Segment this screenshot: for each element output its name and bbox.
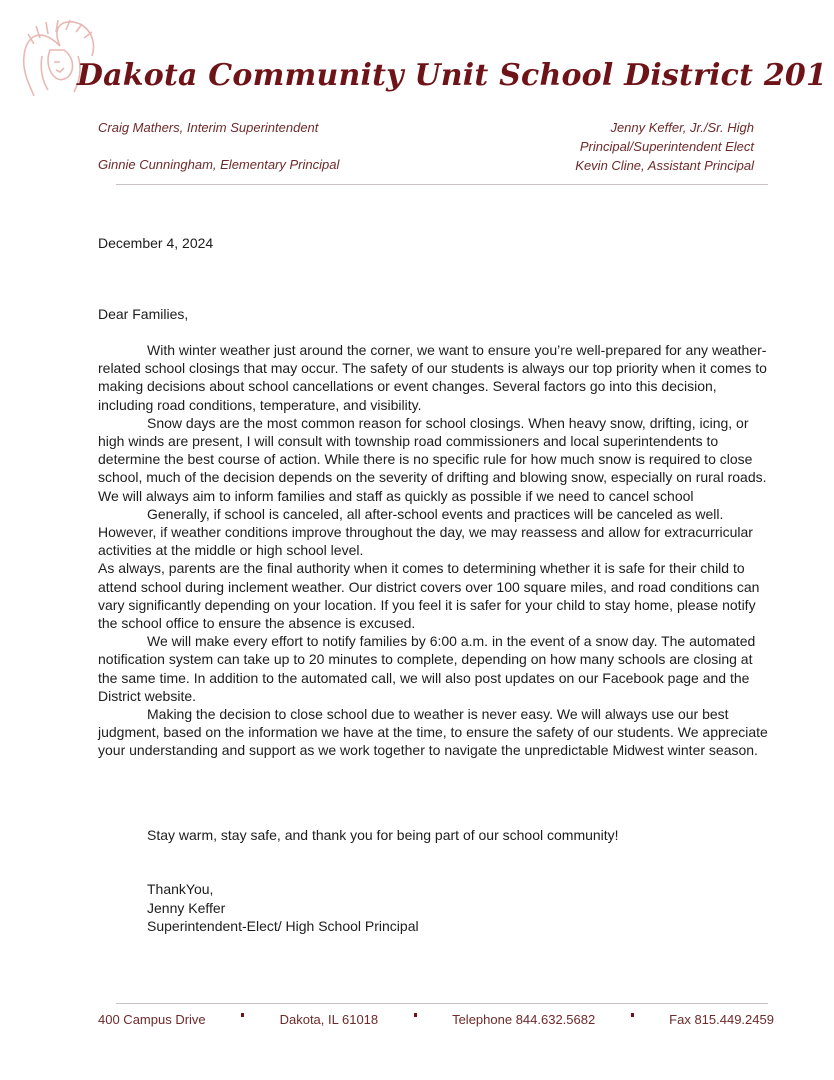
staff-assistant-principal: Kevin Cline, Assistant Principal [575,158,754,173]
paragraph-notification: We will make every effort to notify families by 6:00 a.m. in the event of a snow day. The automated notification system can take up to 20 minutes to complete, depending on how many schools are closing at the same time. In addition to the automated call, we will also post updates on our Facebook page and the District website. [98,633,756,704]
header-divider [116,184,768,185]
signature-block [147,880,823,936]
signer-title: Superintendent-Elect/ High School Principal [147,918,419,934]
signoff: ThankYou, [147,881,214,897]
footer-telephone: Telephone 844.632.5682 [452,1012,596,1027]
footer-city: Dakota, IL 61018 [279,1012,379,1027]
letter-body [98,341,774,760]
district-title: Dakota Community Unit School District 201 [76,58,828,93]
footer-address: 400 Campus Drive [98,1012,206,1027]
paragraph-winter-weather: With winter weather just around the corner, we want to ensure you’re well-prepared for any weather-related school closings that may occur. The safety of our students is always our top priority when it comes to making decisions about school cancellations or event changes. Several factors go into this decision, including road conditions, temperature, and visibility. [98,342,767,413]
footer [98,1012,774,1027]
footer-separator [631,1013,634,1017]
letter-date: December 4, 2024 [98,235,214,251]
footer-separator [241,1013,244,1017]
staff-high-school-principal-line2: Principal/Superintendent Elect [579,139,754,154]
letter-closing [98,826,774,844]
footer-divider [116,1003,768,1004]
footer-fax: Fax 815.449.2459 [669,1012,774,1027]
signer-name: Jenny Keffer [147,899,226,916]
closing-line: Stay warm, stay safe, and thank you for being part of our school community! [147,827,619,843]
letter-salutation: Dear Families, [98,306,189,322]
paragraph-after-school-events: Generally, if school is canceled, all after-school events and practices will be canceled as well. However, if weather conditions improve throughout the day, we may reassess and allow for extracurricular activities at the middle or high school level. [98,505,753,559]
footer-separator [414,1013,417,1017]
paragraph-decision: Making the decision to close school due to weather is never easy. We will always use our best judgment, based on the information we have at the time, to ensure the safety of our students. We appreciate your understanding and support as we work together to navigate the unpredictable Midwest winter season. [98,706,768,759]
staff-high-school-principal-line1: Jenny Keffer, Jr./Sr. High [610,120,754,135]
staff-superintendent: Craig Mathers, Interim Superintendent [98,120,319,135]
paragraph-parent-authority: As always, parents are the final authority when it comes to determining whether it is safe for their child to attend school during inclement weather. Our district covers over 100 square miles, and road conditions can vary significantly depending on your location. If you feel it is safer for your child to stay home, please notify the school office to ensure the absence is excused. [98,560,760,632]
paragraph-snow-days: Snow days are the most common reason for school closings. When heavy snow, drifting, icing, or high winds are present, I will consult with township road commissioners and local superintendents to determine the best course of action. While there is no specific rule for how much snow is required to close school, much of the decision depends on the severity of drifting and blowing snow, especially on rural roads. We will always aim to inform families and staff as quickly as possible if we need to cancel school [98,414,767,504]
staff-right-column [514,118,754,175]
staff-elementary-principal: Ginnie Cunningham, Elementary Principal [98,157,340,172]
